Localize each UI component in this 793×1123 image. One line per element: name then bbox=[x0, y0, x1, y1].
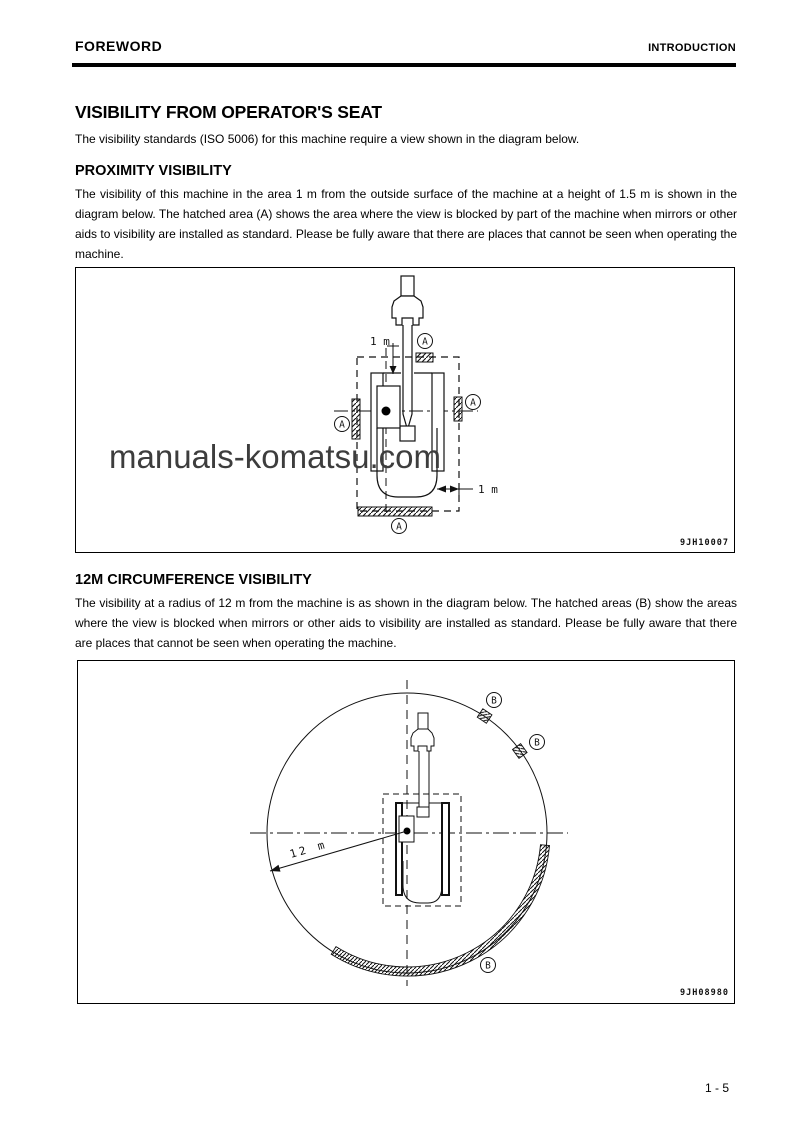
excavator-top-view-small bbox=[396, 713, 449, 903]
header-introduction: INTRODUCTION bbox=[648, 42, 736, 54]
area-a-label-bottom bbox=[392, 519, 407, 534]
svg-text:B: B bbox=[534, 737, 540, 749]
blind-arc-main bbox=[331, 845, 549, 976]
circumference-paragraph: The visibility at a radius of 12 m from the machine is as shown in the diagram below. The hatched areas (B) show the areas where the view is blocked when mirrors or other aids to visibility are installed as standard. Please be fully aware that there are places that cannot be seen when operating the machine. bbox=[75, 596, 737, 650]
figure-code-1: 9JH10007 bbox=[680, 538, 729, 548]
svg-text:A: A bbox=[422, 336, 428, 348]
watermark-text: manuals-komatsu.com bbox=[109, 438, 441, 475]
svg-text:12 m: 12 m bbox=[288, 837, 329, 861]
blind-arc-blob-1 bbox=[477, 709, 492, 723]
blind-area-hatch-top bbox=[416, 353, 433, 362]
area-b-label-1 bbox=[487, 693, 502, 708]
figure-code-2: 9JH08980 bbox=[680, 988, 729, 998]
blind-arc-hatches bbox=[331, 709, 549, 976]
proximity-paragraph: The visibility of this machine in the area 1 m from the outside surface of the machine at a height of 1.5 m is shown in the diagram below. The hatched area (A) shows the area where the view is blocked by part of the machine when mirrors or other aids to visibility are installed as standard. Please be fully aware that there are places that cannot be seen when operating the machine. bbox=[75, 187, 737, 261]
svg-text:B: B bbox=[491, 695, 497, 707]
page-title: VISIBILITY FROM OPERATOR'S SEAT bbox=[75, 102, 382, 122]
radius-dimension bbox=[270, 831, 407, 872]
area-a-label-right bbox=[466, 395, 481, 410]
heading-proximity-visibility: PROXIMITY VISIBILITY bbox=[75, 163, 232, 179]
svg-text:1 m: 1 m bbox=[370, 335, 390, 348]
circumference-figure-frame bbox=[77, 660, 735, 1004]
dimension-one-meter-right bbox=[437, 483, 498, 496]
area-a-label-left bbox=[335, 417, 350, 432]
svg-text:B: B bbox=[485, 960, 491, 972]
blind-area-hatch-left bbox=[352, 399, 360, 439]
heading-12m-circumference-visibility: 12M CIRCUMFERENCE VISIBILITY bbox=[75, 572, 312, 588]
page-number: 1 - 5 bbox=[705, 1081, 730, 1095]
blind-area-hatch-bottom bbox=[358, 507, 432, 516]
blind-area-hatch-right bbox=[454, 397, 462, 421]
svg-text:A: A bbox=[339, 419, 345, 431]
svg-text:A: A bbox=[396, 521, 402, 533]
header-rule bbox=[72, 63, 736, 67]
area-b-label-3 bbox=[481, 958, 496, 973]
header-foreword: FOREWORD bbox=[75, 38, 163, 54]
area-b-label-2 bbox=[530, 735, 545, 750]
blind-arc-blob-2 bbox=[513, 744, 528, 759]
svg-text:A: A bbox=[470, 397, 476, 409]
area-a-label-top bbox=[418, 334, 433, 349]
svg-text:1 m: 1 m bbox=[478, 483, 498, 496]
proximity-diagram bbox=[76, 268, 733, 551]
operator-eye-point bbox=[382, 407, 391, 416]
intro-paragraph: The visibility standards (ISO 5006) for this machine require a view shown in the diagram below. bbox=[75, 132, 580, 146]
proximity-figure-frame bbox=[75, 267, 735, 553]
circumference-diagram bbox=[78, 661, 733, 1002]
dimension-one-meter-top bbox=[370, 335, 399, 374]
